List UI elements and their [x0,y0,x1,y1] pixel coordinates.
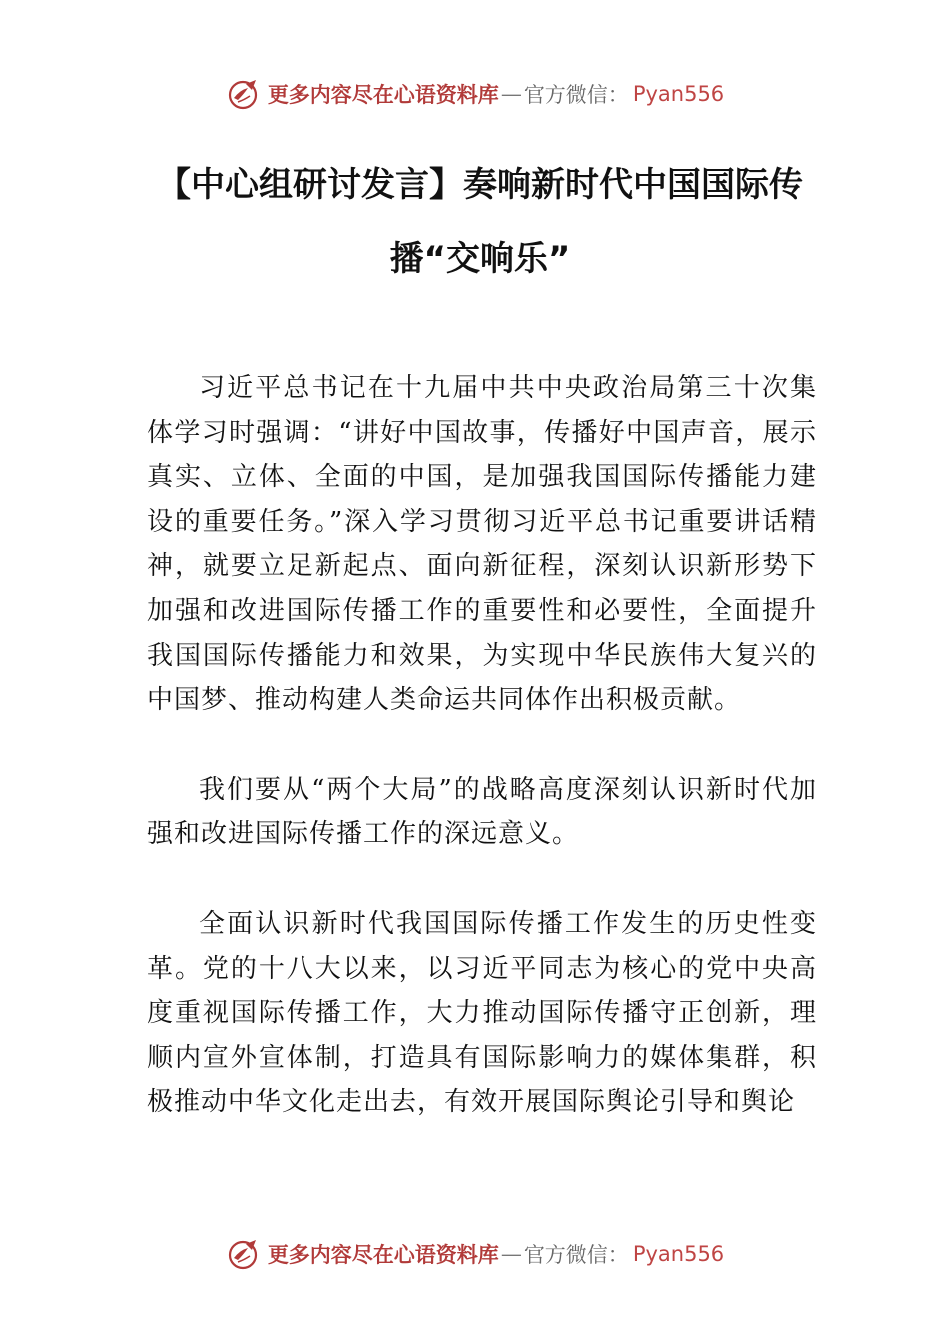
watermark-main-text: 更多内容尽在心语资料库 [267,1242,499,1267]
header-watermark [0,70,950,118]
watermark-official-label: 官方微信： [523,83,629,107]
brand-logo-icon [226,1236,262,1272]
paragraph: 习近平总书记在十九届中共中央政治局第三十次集体学习时强调：“讲好中国故事，传播好中国声音，展示真实、立体、全面的中国，是加强我国国际传播能力建设的重要任务。”深入学习贯彻习近平总书记重要讲话精神，就要立足新起点、面向新征程，深刻认识新形势下加强和改进国际传播工作的重要性和必要性，全面提升我国国际传播能力和效果，为实现中华民族伟大复兴的中国梦、推动构建人类命运共同体作出积极贡献。 [147,373,817,716]
brand-logo-icon [226,76,262,112]
watermark-dash: — [500,82,522,106]
watermark-wechat-id: Pyan556 [632,82,725,106]
footer-watermark [0,1230,950,1278]
document-body [147,366,817,1170]
paragraph: 我们要从“两个大局”的战略高度深刻认识新时代加强和改进国际传播工作的深远意义。 [147,774,817,850]
watermark-main-text: 更多内容尽在心语资料库 [267,82,499,107]
watermark-wechat-id: Pyan556 [632,1242,725,1266]
document-title: 【中心组研讨发言】奏响新时代中国国际传播“交响乐” [157,165,803,279]
watermark-dash: — [500,1242,522,1266]
paragraph: 全面认识新时代我国国际传播工作发生的历史性变革。党的十八大以来，以习近平同志为核心的党中央高度重视国际传播工作，大力推动国际传播守正创新，理顺内宣外宣体制，打造具有国际影响力的媒体集群，积极推动中华文化走出去，有效开展国际舆论引导和舆论 [147,908,817,1118]
watermark-official-label: 官方微信： [523,1243,629,1267]
